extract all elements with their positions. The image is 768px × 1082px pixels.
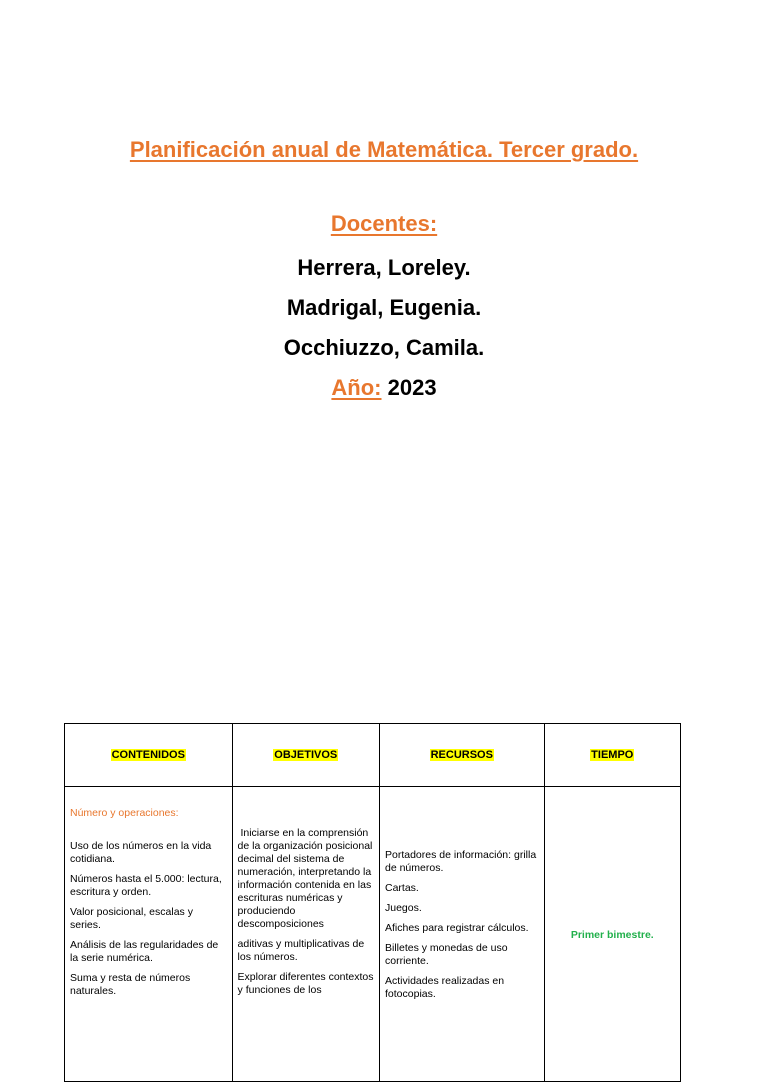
docente-name: Madrigal, Eugenia. [286, 295, 482, 320]
year-line [0, 375, 768, 401]
contenido-item: Uso de los números en la vida cotidiana. [70, 840, 212, 865]
recurso-item: Billetes y monedas de uso corriente. [385, 942, 508, 967]
table-row [65, 787, 681, 1082]
contenidos-section: Número y operaciones: [70, 807, 179, 819]
contenido-item: Suma y resta de números naturales. [70, 972, 191, 997]
recursos-cell [380, 787, 545, 1082]
objetivos-cell [232, 787, 379, 1082]
docente-name: Herrera, Loreley. [297, 255, 471, 280]
contenidos-cell [65, 787, 233, 1082]
objetivo-item: Explorar diferentes contextos y funciones de los [237, 971, 374, 996]
year-label: Año: [331, 375, 382, 400]
planning-table [64, 723, 681, 1082]
contenido-item: Valor posicional, escalas y series. [70, 906, 193, 931]
recurso-item: Cartas. [385, 882, 419, 894]
tiempo-value: Primer bimestre. [570, 929, 654, 941]
header-contenidos: CONTENIDOS [65, 724, 233, 787]
docente-name: Occhiuzzo, Camila. [283, 335, 485, 360]
contenido-item: Números hasta el 5.000: lectura, escritura y orden. [70, 873, 222, 898]
recurso-item: Afiches para registrar cálculos. [385, 922, 529, 934]
year-value: 2023 [387, 375, 437, 400]
document-title: Planificación anual de Matemática. Tercer grado. [129, 137, 639, 162]
header-recursos: RECURSOS [380, 724, 545, 787]
objetivo-item: Iniciarse en la comprensión de la organización posicional decimal del sistema de numeración, interpretando la información contenida en las escrituras numéricas y produciendo descomposiciones [237, 827, 376, 930]
tiempo-cell [544, 787, 680, 1082]
header-tiempo: TIEMPO [544, 724, 680, 787]
recurso-item: Juegos. [385, 902, 422, 914]
contenido-item: Análisis de las regularidades de la serie numérica. [70, 939, 219, 964]
docentes-label: Docentes: [330, 211, 438, 236]
objetivo-item: aditivas y multiplicativas de los números. [237, 938, 365, 963]
recurso-item: Actividades realizadas en fotocopias. [385, 975, 505, 1000]
header-objetivos: OBJETIVOS [232, 724, 379, 787]
recurso-item: Portadores de información: grilla de números. [385, 849, 537, 874]
table-header-row [65, 724, 681, 787]
